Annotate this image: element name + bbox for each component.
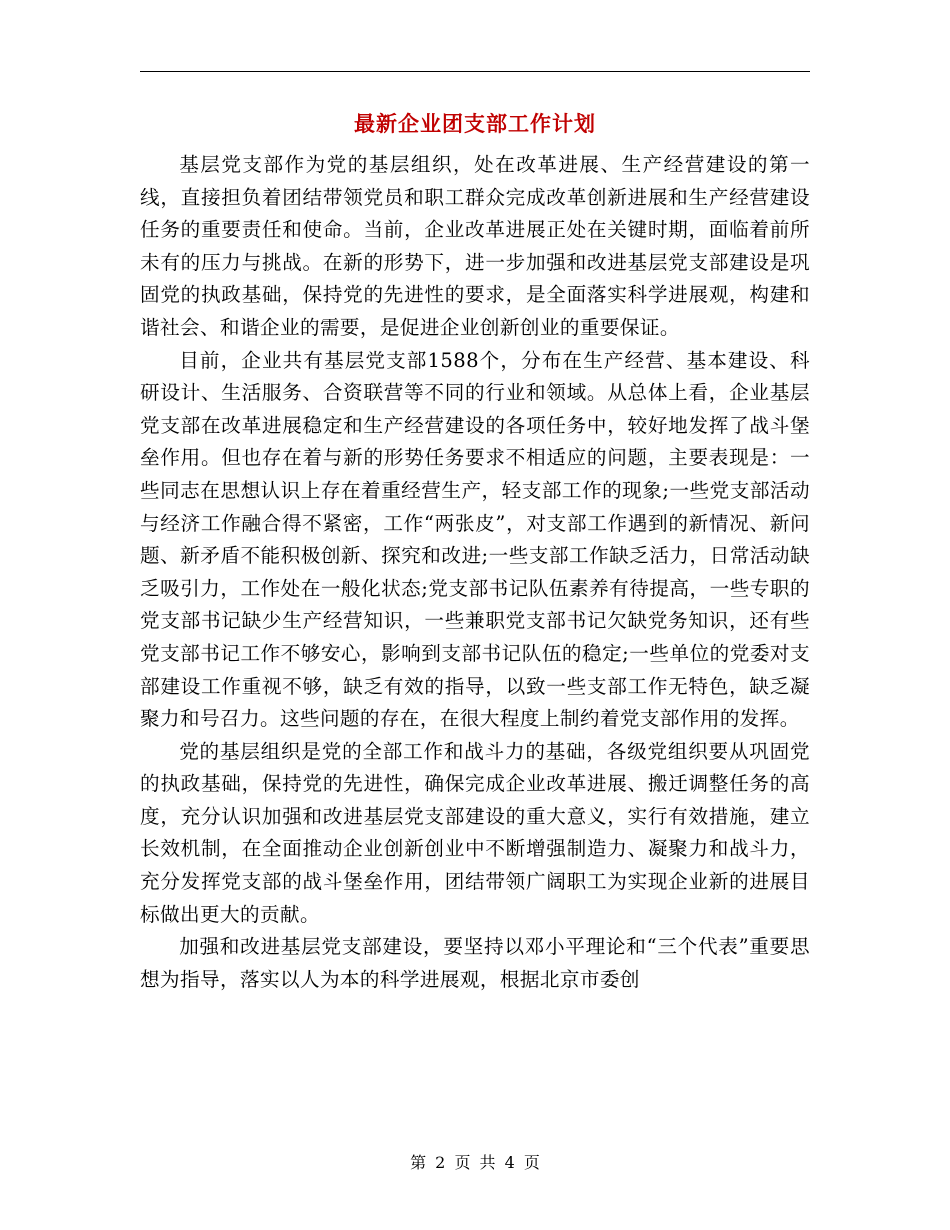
page-number: 第 2 页 共 4 页 bbox=[410, 1153, 540, 1172]
paragraph-3: 党的基层组织是党的全部工作和战斗力的基础，各级党组织要从巩固党的执政基础，保持党的先进性，确保完成企业改革进展、搬迁调整任务的高度，充分认识加强和改进基层党支部建设的重大意义，实行有效措施，建立长效机制，在全面推动企业创新创业中不断增强制造力、凝聚力和战斗力，充分发挥党支部的战斗堡垒作用，团结带领广阔职工为实现企业新的进展目标做出更大的贡献。 bbox=[140, 739, 810, 926]
document-title: 最新企业团支部工作计划 bbox=[354, 111, 596, 136]
paragraph-4: 加强和改进基层党支部建设，要坚持以邓小平理论和“三个代表”重要思想为指导，落实以人为本的科学进展观，根据北京市委创 bbox=[140, 935, 810, 991]
paragraph-1: 基层党支部作为党的基层组织，处在改革进展、生产经营建设的第一线，直接担负着团结带领党员和职工群众完成改革创新进展和生产经营建设任务的重要责任和使命。当前，企业改革进展正处在关键时期，面临着前所未有的压力与挑战。在新的形势下，进一步加强和改进基层党支部建设是巩固党的执政基础，保持党的先进性的要求，是全面落实科学进展观，构建和谐社会、和谐企业的需要，是促进企业创新创业的重要保证。 bbox=[140, 153, 810, 339]
paragraph-2: 目前，企业共有基层党支部1588个，分布在生产经营、基本建设、科研设计、生活服务、合资联营等不同的行业和领域。从总体上看，企业基层党支部在改革进展稳定和生产经营建设的各项任务中，较好地发挥了战斗堡垒作用。但也存在着与新的形势任务要求不相适应的问题，主要表现是：一些同志在思想认识上存在着重经营生产，轻支部工作的现象;一些党支部活动与经济工作融合得不紧密，工作“两张皮”，对支部工作遇到的新情况、新问题、新矛盾不能积极创新、探究和改进;一些支部工作缺乏活力，日常活动缺乏吸引力，工作处在一般化状态;党支部书记队伍素养有待提高，一些专职的党支部书记缺少生产经营知识，一些兼职党支部书记欠缺党务知识，还有些党支部书记工作不够安心，影响到支部书记队伍的稳定;一些单位的党委对支部建设工作重视不够，缺乏有效的指导，以致一些支部工作无特色，缺乏凝聚力和号召力。这些问题的存在，在很大程度上制约着党支部作用的发挥。 bbox=[140, 348, 810, 731]
header-rule bbox=[140, 71, 810, 72]
document-body bbox=[140, 149, 810, 996]
